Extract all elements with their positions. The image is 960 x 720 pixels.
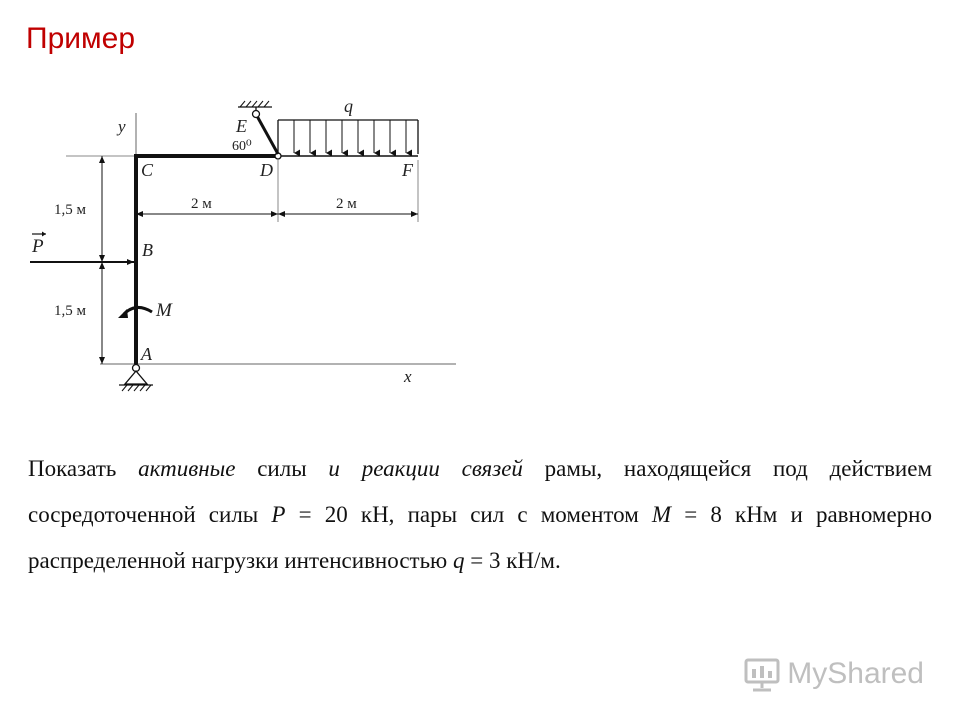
point-d-label: D (260, 160, 273, 180)
watermark (743, 656, 924, 692)
angle-label: 60⁰ (232, 139, 252, 154)
moment-m-arrowhead (118, 309, 128, 318)
y-axis-label: y (118, 117, 126, 136)
desc-part-11: = 3 кН/м. (464, 548, 561, 573)
desc-active-forces: активные (138, 456, 236, 481)
problem-statement (28, 446, 932, 584)
moment-m-label: M (156, 300, 172, 321)
desc-part-7: = 20 кН, пары сил с моментом (285, 502, 652, 527)
dim-ba-label: 1,5 м (54, 303, 86, 319)
point-a-label: A (141, 344, 152, 364)
dim-cd-label: 2 м (191, 196, 212, 212)
slide-title: Пример (26, 22, 135, 55)
dim-arrow-mid-up (99, 255, 105, 262)
dim-arrow-mid-down (99, 262, 105, 269)
force-p-label: P (32, 236, 44, 257)
presentation-board-icon (743, 656, 781, 692)
desc-q-symbol: q (453, 548, 465, 573)
force-p-vector-head (42, 232, 46, 237)
desc-part-9: = 8 кНм и равномерно распределенной нагрузки интенсивностью (28, 502, 932, 573)
desc-part-1: Показать (28, 456, 139, 481)
dim-arrow-df-right (411, 211, 418, 217)
support-e-hatch (240, 101, 269, 107)
watermark-text: MyShared (787, 657, 924, 690)
desc-m-symbol: M (651, 502, 672, 527)
desc-part-5: рамы, находящейся под действием сосредоточенной силы (28, 456, 933, 527)
x-axis-label: x (404, 367, 412, 386)
point-c-label: C (141, 160, 154, 180)
hinge-e (253, 111, 260, 118)
dim-df-label: 2 м (336, 196, 357, 212)
dim-cb-label: 1,5 м (54, 202, 86, 218)
load-q-label: q (344, 96, 353, 116)
load-arrows (294, 120, 406, 153)
dim-arrow-df-left (278, 211, 285, 217)
dim-arrow-top (99, 156, 105, 163)
rod-de (257, 116, 278, 154)
dim-arrow-bottom (99, 357, 105, 364)
point-e-label: E (236, 116, 247, 136)
dim-arrow-cd-right (271, 211, 278, 217)
support-a-hatch (122, 385, 151, 391)
desc-p-symbol: P (271, 502, 286, 527)
desc-constraint-reactions: и реакции связей (328, 456, 523, 481)
point-f-label: F (402, 160, 413, 180)
point-b-label: B (142, 240, 153, 260)
desc-part-3: силы (235, 456, 329, 481)
support-a-triangle (125, 371, 147, 384)
